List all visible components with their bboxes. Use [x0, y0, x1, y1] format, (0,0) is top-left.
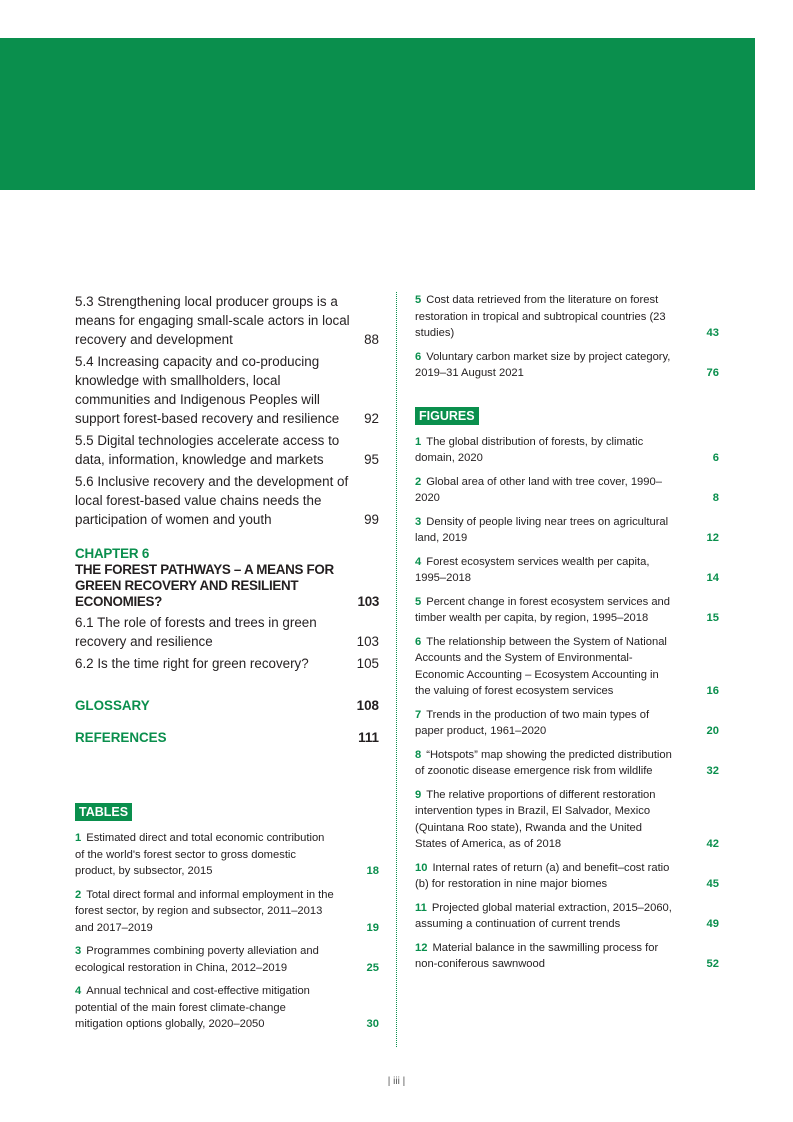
item-page: 18: [366, 865, 379, 877]
toc-entry-page: 99: [364, 512, 379, 527]
item-page: 25: [366, 961, 379, 974]
toc-entry-5-4[interactable]: [75, 352, 379, 428]
item-number: 1: [415, 435, 422, 448]
glossary-entry[interactable]: [75, 698, 379, 713]
toc-entry-5-6[interactable]: [75, 472, 379, 529]
item-page: 32: [706, 765, 719, 777]
item-page: 6: [712, 452, 719, 464]
item-title: Estimated direct and total economic contribution of the world's forest sector to gross domestic product, by subsector, 2015: [75, 832, 325, 877]
chapter-6-page: 103: [357, 594, 379, 609]
toc-entry-title: 6.2 Is the time right for green recovery?: [75, 656, 309, 671]
page-number: | iii |: [387, 1076, 406, 1087]
toc-entry-5-3[interactable]: [75, 292, 379, 349]
item-number: 2: [415, 475, 422, 488]
item-number: 9: [415, 788, 422, 801]
item-title: Annual technical and cost-effective mitigation potential of the main forest climate-change mitigation options globally, 2020–2050: [75, 985, 310, 1030]
item-title: Projected global material extraction, 2015–2060, assuming a continuation of current trends: [415, 901, 672, 930]
toc-right-column: [415, 292, 719, 980]
toc-entry-page: 88: [364, 332, 379, 347]
header-banner: [0, 38, 755, 190]
item-number: 4: [75, 985, 82, 997]
toc-entry-page: 92: [364, 411, 379, 426]
item-title: Material balance in the sawmilling process for non-coniferous sawnwood: [415, 941, 659, 970]
toc-entry-title: 6.1 The role of forests and trees in green recovery and resilience: [75, 615, 317, 649]
item-number: 5: [415, 294, 422, 306]
item-title: Trends in the production of two main types of paper product, 1961–2020: [415, 708, 650, 737]
item-number: 10: [415, 861, 428, 874]
figure-entry[interactable]: [415, 474, 719, 507]
item-page: 49: [706, 918, 719, 930]
item-page: 16: [706, 685, 719, 697]
table-entry[interactable]: [75, 830, 379, 880]
item-number: 2: [75, 888, 82, 901]
toc-entry-title: 5.4 Increasing capacity and co-producing knowledge with smallholders, local communities and Indigenous Peoples will support forest-based recovery and resilience: [75, 354, 340, 426]
item-number: 4: [415, 555, 422, 568]
toc-entry-title: 5.6 Inclusive recovery and the development of local forest-based value chains needs the participation of women and youth: [75, 474, 349, 527]
item-title: The relationship between the System of National Accounts and the System of Environmental-Economic Accounting – Ecosystem Accounting in the valuing of forest ecosystem services: [415, 635, 667, 697]
item-page: 14: [706, 572, 719, 584]
table-entry[interactable]: [75, 943, 379, 976]
item-page: 45: [706, 878, 719, 890]
item-number: 5: [415, 595, 422, 608]
figure-entry[interactable]: [415, 860, 719, 893]
item-page: 8: [712, 492, 719, 504]
item-title: Forest ecosystem services wealth per capita, 1995–2018: [415, 555, 650, 584]
toc-entry-page: 105: [356, 656, 379, 671]
toc-entry-page: 103: [356, 634, 379, 649]
item-page: 30: [366, 1018, 379, 1030]
item-title: Percent change in forest ecosystem services and timber wealth per capita, by region, 1995–2018: [415, 595, 670, 624]
toc-entry-6-2[interactable]: [75, 654, 379, 673]
item-page: 76: [706, 367, 719, 379]
item-title: Internal rates of return (a) and benefit–cost ratio (b) for restoration in nine major biomes: [415, 861, 670, 890]
chapter-6-label: CHAPTER 6: [75, 546, 150, 561]
item-page: 43: [706, 327, 719, 339]
item-page: 15: [706, 612, 719, 624]
table-entry[interactable]: [75, 887, 379, 937]
figure-entry[interactable]: [415, 634, 719, 700]
item-page: 52: [706, 958, 719, 970]
item-title: Total direct formal and informal employment in the forest sector, by region and subsector, 2011–2013 and 2017–2019: [75, 888, 334, 934]
item-title: Programmes combining poverty alleviation and ecological restoration in China, 2012–2019: [75, 945, 319, 974]
item-title: The global distribution of forests, by climatic domain, 2020: [415, 435, 644, 464]
figure-entry[interactable]: [415, 900, 719, 933]
figure-entry[interactable]: [415, 787, 719, 853]
references-page: 111: [358, 730, 379, 745]
item-page: 42: [706, 838, 719, 850]
toc-entry-title: 5.5 Digital technologies accelerate access to data, information, knowledge and markets: [75, 433, 340, 467]
item-title: “Hotspots” map showing the predicted distribution of zoonotic disease emergence risk from wildlife: [415, 748, 672, 777]
item-number: 3: [75, 945, 82, 957]
chapter-6-heading[interactable]: [75, 562, 379, 610]
item-number: 6: [415, 635, 422, 648]
glossary-label: GLOSSARY: [75, 698, 150, 713]
column-divider: [396, 292, 397, 1047]
item-number: 3: [415, 515, 422, 528]
table-entry[interactable]: [75, 983, 379, 1033]
item-number: 11: [415, 901, 427, 914]
toc-entry-title: 5.3 Strengthening local producer groups is a means for engaging small-scale actors in local recovery and development: [75, 294, 350, 347]
item-title: The relative proportions of different restoration intervention types in Brazil, El Salvador, Mexico (Quintana Roo state), Rwanda and the United States of America, as of 2018: [415, 788, 656, 850]
tables-heading: TABLES: [75, 803, 132, 821]
item-number: 7: [415, 708, 422, 721]
figure-entry[interactable]: [415, 707, 719, 740]
item-title: Cost data retrieved from the literature on forest restoration in tropical and subtropical countries (23 studies): [415, 294, 666, 339]
references-entry[interactable]: [75, 730, 379, 745]
figure-entry[interactable]: [415, 940, 719, 973]
table-entry[interactable]: [415, 349, 719, 382]
figure-entry[interactable]: [415, 434, 719, 467]
figure-entry[interactable]: [415, 747, 719, 780]
figure-entry[interactable]: [415, 554, 719, 587]
item-number: 8: [415, 748, 422, 761]
toc-left-column: [75, 292, 379, 1040]
item-number: 6: [415, 350, 422, 363]
chapter-6-title: THE FOREST PATHWAYS – A MEANS FOR GREEN RECOVERY AND RESILIENT ECONOMIES?: [75, 562, 334, 609]
table-entry[interactable]: [415, 292, 719, 342]
item-page: 19: [366, 921, 379, 934]
item-title: Density of people living near trees on agricultural land, 2019: [415, 515, 669, 544]
item-title: Global area of other land with tree cover, 1990–2020: [415, 475, 662, 504]
item-number: 1: [75, 832, 82, 844]
figure-entry[interactable]: [415, 594, 719, 627]
figures-heading: FIGURES: [415, 407, 479, 425]
item-number: 12: [415, 941, 428, 954]
toc-entry-6-1[interactable]: [75, 613, 379, 651]
glossary-page: 108: [356, 698, 379, 713]
item-title: Voluntary carbon market size by project category, 2019–31 August 2021: [415, 350, 671, 379]
toc-entry-5-5[interactable]: [75, 431, 379, 469]
references-label: REFERENCES: [75, 730, 167, 745]
item-page: 20: [706, 725, 719, 737]
figure-entry[interactable]: [415, 514, 719, 547]
item-page: 12: [706, 532, 719, 544]
toc-entry-page: 95: [364, 452, 379, 467]
